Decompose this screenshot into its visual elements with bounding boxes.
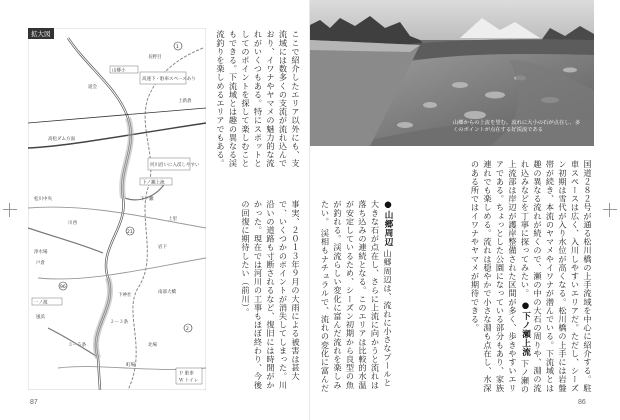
road-number: 2	[186, 327, 189, 332]
left-column-top	[216, 30, 302, 176]
map-label: 風浜	[36, 315, 45, 320]
page-number-left: 87	[30, 399, 38, 406]
registration-mark	[3, 203, 17, 217]
map-label: 戸倉	[36, 261, 45, 266]
river-photo	[310, 0, 594, 146]
area-map	[28, 28, 206, 390]
map-label: ２ー３条	[110, 320, 128, 325]
map-label: 道会	[88, 85, 97, 90]
map-label: 下ノ瀬上流	[142, 180, 165, 186]
zoom-label: 拡大図	[28, 28, 54, 39]
map-label: 松川中央	[34, 197, 52, 202]
map-drawing	[28, 28, 206, 390]
right-column-upper	[396, 160, 594, 394]
map-label: 一ノ渡	[34, 300, 48, 306]
map-legend: Ｐ 駐車	[179, 371, 194, 377]
map-legend: Ｗ トイレ	[179, 378, 199, 384]
registration-mark	[603, 203, 617, 217]
right-page	[310, 0, 620, 420]
map-label: 上新倉	[178, 99, 192, 104]
map-label: 浄水場	[34, 250, 48, 255]
paragraph: 事実、２０１３年９月の大雨による被害は甚大で、いくつかのポイントが消失してしまった。川沿いの道路も寸断されるなど、復旧には時間がかかった。現在では河川の工事もほぼ終わり、今後の回復に期待したい（前川）。	[241, 200, 301, 390]
map-label: 岩下	[158, 245, 167, 250]
map-label: 南部大橋	[158, 290, 176, 295]
right-column-lower	[318, 200, 394, 394]
paragraph: 下ノ瀬の上流部は岸辺が護岸整備された区間が多く、歩きやすいエリアである。ちょっとした公園になっている部分もあり、家族連れでも楽しめる。流れは穏やかで小さな淵も点在し、水深のある所ではイワナやヤマメが期待できる。	[470, 160, 531, 394]
section-heading: ●下ノ瀬上流	[520, 300, 531, 357]
paragraph: 渓相もナチュラルで、流れの変化に富んだ	[320, 228, 331, 393]
section-heading: ●山郷周辺	[383, 200, 393, 247]
road-number: 21	[127, 230, 133, 235]
paragraph: 山郷周辺は、流れに小さなプールと大きな石が点在し、さらに上流に向かうと流れは落ち込みの連続となる。このエリアは比較的水温が安定しているため、シーズン初期から良型の魚が釣れる。渓流らしい変化に富んだ流れを楽しみたい。	[320, 200, 393, 390]
left-column-bottom	[216, 200, 302, 396]
map-label: 上里	[168, 217, 177, 222]
paragraph: ここで紹介したエリア以外にも、支流域には数多くの支流が流れ込んでおり、イワナやヤマメの魅力的な流れがいくつもある。特にスポットとしてのポイントを探して楽しむこともできる。下流域とは趣の異なる渓流釣りを楽しめるエリアでもある。	[216, 30, 301, 168]
map-label: 河川沿いに入渓しやすい	[150, 163, 200, 168]
map-label: 長野目	[148, 55, 162, 60]
photo-caption: 山郷からの上流を望む。流れに大小の石が点在し、多くのポイントが点在する好渓流である	[453, 120, 581, 133]
map-label: 高松ダム方面	[48, 137, 75, 142]
map-label: 山郷小	[112, 68, 126, 74]
map-label: 下神社	[118, 293, 132, 298]
map-label: 高速下・駐車スペースあり	[142, 77, 196, 82]
paragraph: 国道２８２号が通る松川橋の上手流域を中心に紹介する。駐車スペースは広く、入川しやすいエリアだ。ただし、シーズン初期は雪代が入り水位が高くなる。松川橋の上手には岩盤帯が続き、本流のヤマメやイワナが潜んでいる。下流域とは趣の異なる流れが続くので、瀬の中の大石の周りや、淵の流れ込みなどを丁寧に探ってみたい。	[520, 160, 593, 393]
map-label: ３ー５条	[68, 343, 86, 348]
road-number: 96	[60, 285, 66, 290]
page-number-right: 86	[578, 399, 586, 406]
map-label: 北場	[148, 343, 157, 348]
map-label: 町場	[126, 363, 135, 368]
map-label: 下ノ瀬	[140, 197, 154, 202]
road-number: 1	[176, 45, 179, 50]
map-label: 川西	[68, 221, 77, 226]
